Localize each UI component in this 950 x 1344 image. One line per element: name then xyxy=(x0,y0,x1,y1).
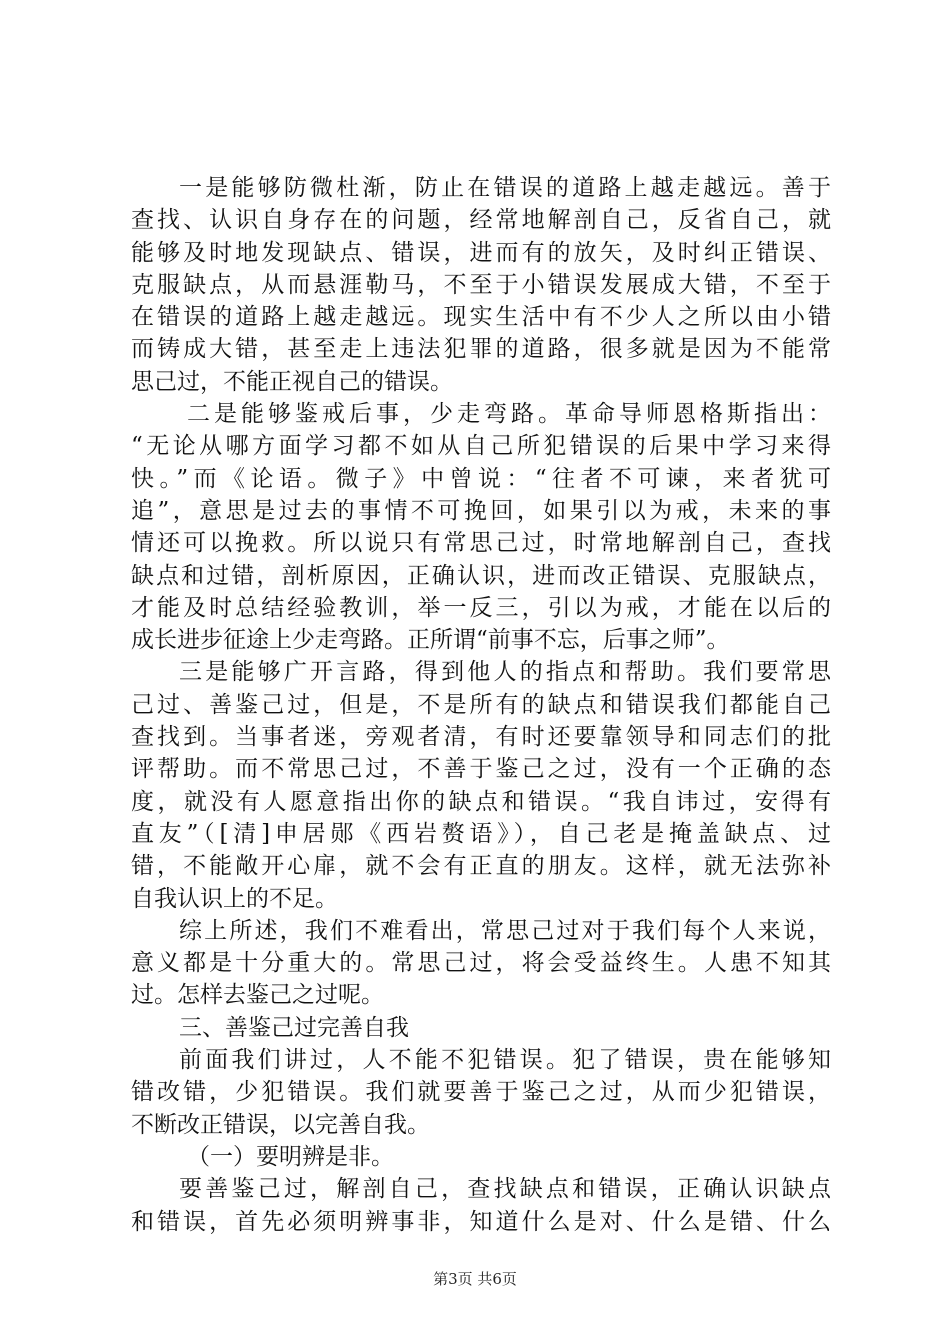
text-line: 评帮助。而不常思己过，不善于鉴己之过，没有一个正确的态 xyxy=(131,756,831,783)
body-text xyxy=(131,172,831,1238)
text-line: 二是能够鉴戒后事，少走弯路。革命导师恩格斯指出： xyxy=(187,401,831,428)
text-line: 成长进步征途上少走弯路。正所谓“前事不忘，后事之师”。 xyxy=(131,627,730,654)
text-line: 错，不能敞开心扉，就不会有正直的朋友。这样，就无法弥补 xyxy=(131,853,831,880)
text-line: 能够及时地发现缺点、错误，进而有的放矢，及时纠正错误、 xyxy=(131,239,831,266)
text-line: 一是能够防微杜渐，防止在错误的道路上越走越远。善于 xyxy=(179,175,831,201)
text-line: 自我认识上的不足。 xyxy=(131,885,338,912)
text-line: 己过、善鉴己过，但是，不是所有的缺点和错误我们都能自己 xyxy=(131,691,831,718)
paragraph xyxy=(131,1012,831,1044)
text-line: 才能及时总结经验教训，举一反三，引以为戒，才能在以后的 xyxy=(131,594,831,621)
paragraph xyxy=(131,1173,831,1238)
paragraph xyxy=(131,172,831,398)
text-line: 情还可以挽救。所以说只有常思己过，时常地解剖自己，查找 xyxy=(131,530,831,557)
paragraph xyxy=(131,915,831,1012)
text-line: “无论从哪方面学习都不如从自己所犯错误的后果中学习来得 xyxy=(131,433,831,460)
text-line: 三、善鉴己过完善自我 xyxy=(179,1014,409,1041)
paragraph xyxy=(131,398,831,656)
text-line: 查找到。当事者迷，旁观者清，有时还要靠领导和同志们的批 xyxy=(131,724,831,751)
text-line: 要善鉴己过，解剖自己，查找缺点和错误，正确认识缺点 xyxy=(179,1176,831,1203)
text-line: 三是能够广开言路，得到他人的指点和帮助。我们要常思 xyxy=(179,659,831,686)
paragraph xyxy=(131,1141,831,1173)
text-line: 过。怎样去鉴己之过呢。 xyxy=(131,982,384,1009)
text-line: 和错误，首先必须明辨事非，知道什么是对、什么是错、什么 xyxy=(131,1208,831,1235)
text-line: 直友”（[清]申居郧《西岩赘语》），自己老是掩盖缺点、过 xyxy=(131,820,831,847)
text-line: 意义都是十分重大的。常思己过，将会受益终生。人患不知其 xyxy=(131,950,831,977)
text-line: 在错误的道路上越走越远。现实生活中有不少人之所以由小错 xyxy=(131,304,831,331)
text-line: 不断改正错误，以完善自我。 xyxy=(131,1111,430,1138)
text-line: 查找、认识自身存在的问题，经常地解剖自己，反省自己，就 xyxy=(131,207,831,234)
text-line: 而铸成大错，甚至走上违法犯罪的道路，很多就是因为不能常 xyxy=(131,336,831,363)
page-footer: 第3页 共6页 xyxy=(433,1270,517,1288)
text-line: （一）要明辨是非。 xyxy=(187,1143,394,1170)
text-line: 错改错，少犯错误。我们就要善于鉴己之过，从而少犯错误， xyxy=(131,1079,831,1106)
text-line: 前面我们讲过，人不能不犯错误。犯了错误，贵在能够知 xyxy=(179,1047,831,1074)
text-line: 追”，意思是过去的事情不可挽回，如果引以为戒，未来的事 xyxy=(131,497,831,524)
paragraph xyxy=(131,1044,831,1141)
text-line: 思己过，不能正视自己的错误。 xyxy=(131,368,453,395)
paragraph xyxy=(131,656,831,914)
text-line: 综上所述，我们不难看出，常思己过对于我们每个人来说， xyxy=(179,917,831,944)
text-line: 度，就没有人愿意指出你的缺点和错误。“我自讳过，安得有 xyxy=(131,788,831,815)
text-line: 克服缺点，从而悬涯勒马，不至于小错误发展成大错，不至于 xyxy=(131,271,831,298)
text-line: 缺点和过错，剖析原因，正确认识，进而改正错误、克服缺点， xyxy=(131,562,831,589)
text-line: 快。”而《论语。微子》中曾说：“往者不可谏，来者犹可 xyxy=(131,465,831,492)
